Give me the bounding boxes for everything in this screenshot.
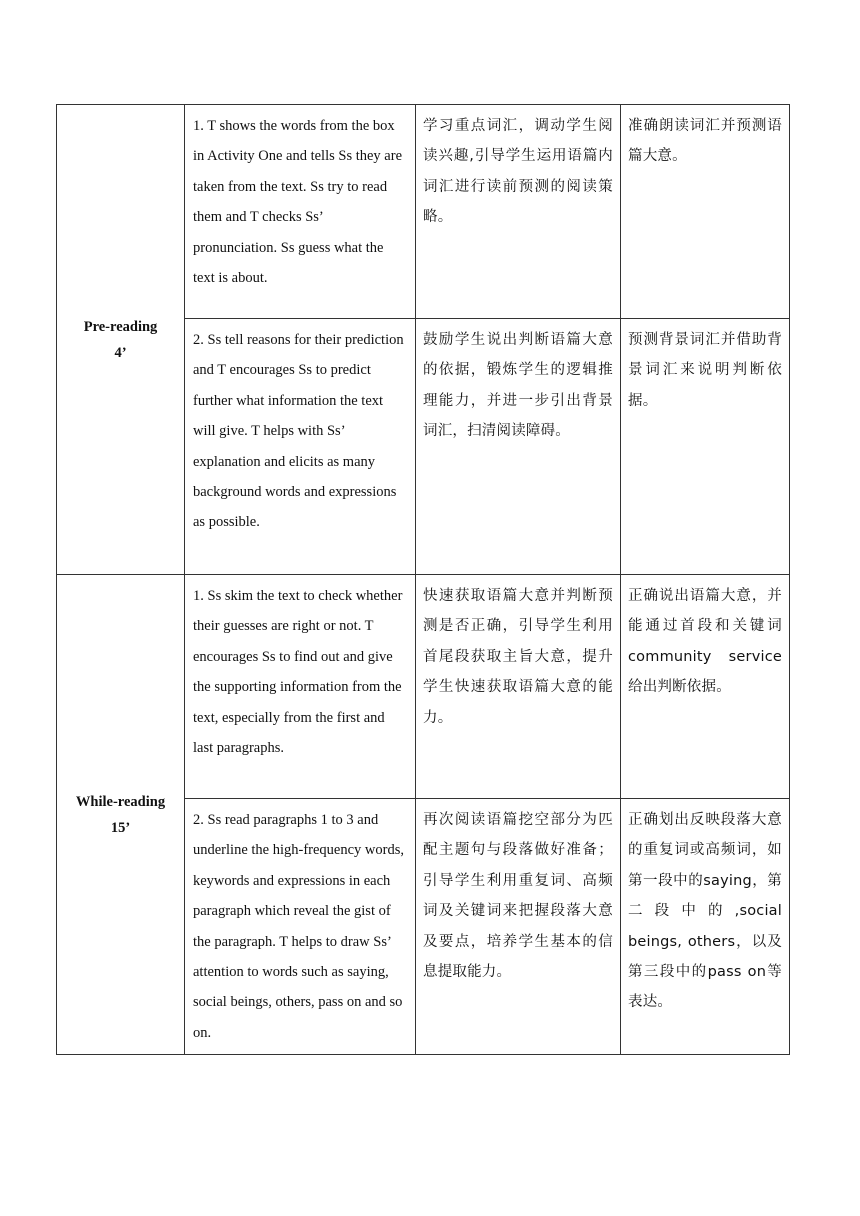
purpose-cell: 学习重点词汇，调动学生阅读兴趣,引导学生运用语篇内词汇进行读前预测的阅读策略。 [416,105,621,319]
activity-cell: 2. Ss read paragraphs 1 to 3 and underline the high-frequency words, keywords and expressions in each paragraph which reveal the gist of the paragraph. T helps to draw Ss’ attention to words such as saying, social beings, others, pass on and so on. [185,799,416,1055]
table-row [57,575,790,799]
stage-name: Pre-reading [83,318,158,335]
activity-cell: 1. Ss skim the text to check whether their guesses are right or not. T encourages Ss to find out and give the supporting information from the text, especially from the first and last paragraphs. [185,575,416,799]
outcome-cell: 正确划出反映段落大意的重复词或高频词，如第一段中的saying，第二段中的,social beings, others，以及第三段中的pass on等表达。 [621,799,790,1055]
outcome-cell: 准确朗读词汇并预测语篇大意。 [621,105,790,319]
activity-cell: 1. T shows the words from the box in Activity One and tells Ss they are taken from the text. Ss try to read them and T checks Ss’ pronunciation. Ss guess what the text is about. [185,105,416,319]
purpose-cell: 快速获取语篇大意并判断预测是否正确，引导学生利用首尾段获取主旨大意，提升学生快速获取语篇大意的能力。 [416,575,621,799]
purpose-cell: 再次阅读语篇挖空部分为匹配主题句与段落做好准备；引导学生利用重复词、高频词及关键词来把握段落大意及要点，培养学生基本的信息提取能力。 [416,799,621,1055]
lesson-plan-table [56,104,790,1055]
purpose-cell: 鼓励学生说出判断语篇大意的依据，锻炼学生的逻辑推理能力，并进一步引出背景词汇，扫清阅读障碍。 [416,319,621,575]
stage-cell-while-reading [57,575,185,1055]
stage-time: 4’ [114,344,127,361]
outcome-cell: 正确说出语篇大意，并能通过首段和关键词community service给出判断依据。 [621,575,790,799]
stage-name: While-reading [75,793,166,810]
stage-time: 15’ [110,819,131,836]
outcome-cell: 预测背景词汇并借助背景词汇来说明判断依据。 [621,319,790,575]
stage-cell-pre-reading [57,105,185,575]
table-row [57,105,790,319]
activity-cell: 2. Ss tell reasons for their prediction and T encourages Ss to predict further what information the text will give. T helps with Ss’ explanation and elicits as many background words and expressions as possible. [185,319,416,575]
